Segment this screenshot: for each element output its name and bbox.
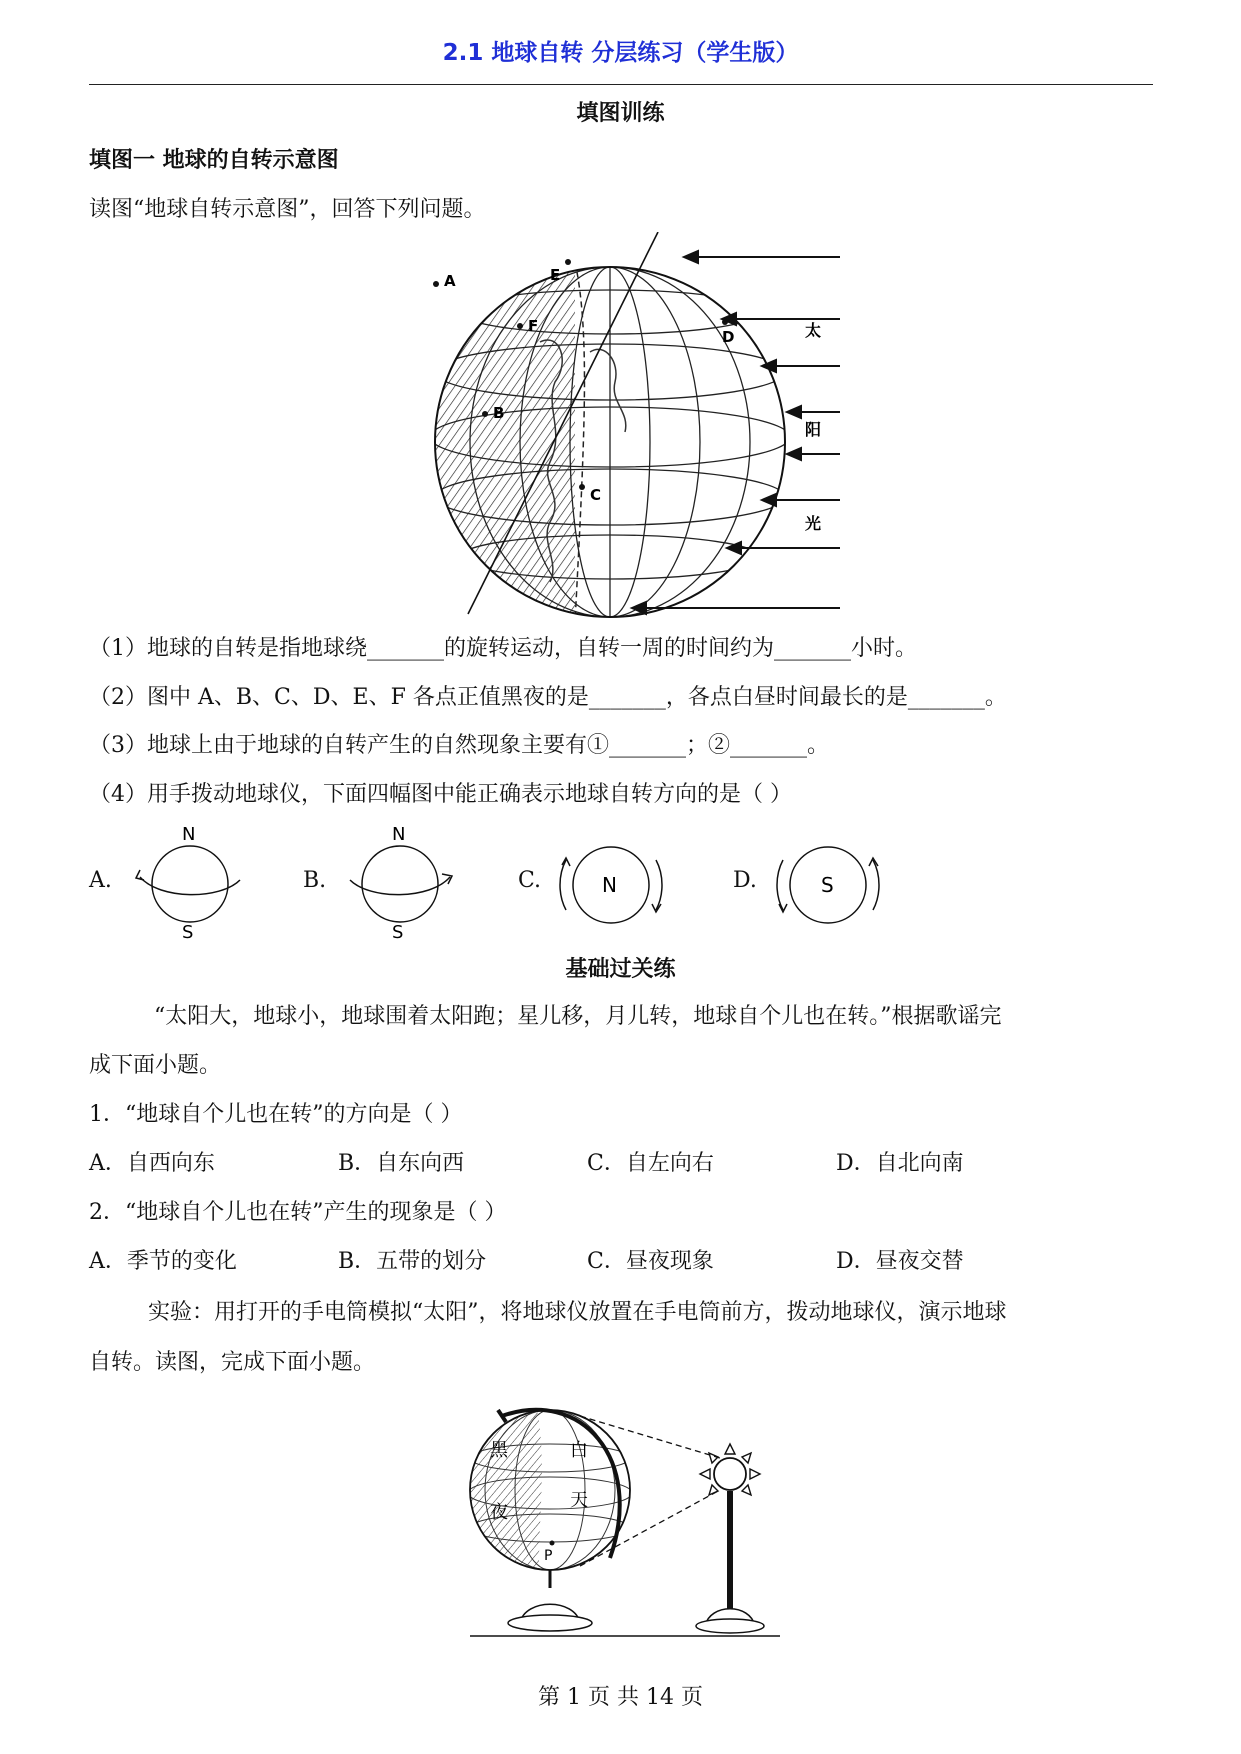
intro-text: 读图“地球自转示意图”，回答下列问题。	[89, 197, 486, 222]
point-label-d: D	[722, 328, 735, 346]
section-heading-basics: 基础过关练	[565, 957, 676, 982]
document-title: 2.1 地球自转 分层练习（学生版）	[442, 40, 799, 66]
option-b-north-label: N	[392, 824, 406, 845]
option-d-figure	[773, 840, 883, 930]
point-label-e: E	[550, 266, 561, 284]
experiment-line-1: 实验：用打开的手电筒模拟“太阳”，将地球仪放置在手电筒前方，拨动地球仪，演示地球	[148, 1300, 1007, 1325]
q2-stem: 2．“地球自个儿也在转”产生的现象是（ ）	[89, 1200, 507, 1225]
q2-choice-d: D．昼夜交替	[836, 1249, 964, 1274]
q1-choice-c: C．自左向右	[587, 1151, 714, 1176]
passage-line-1: “太阳大，地球小，地球围着太阳跑；星儿移，月儿转，地球自个儿也在转。”根据歌谣完	[154, 1004, 1002, 1029]
option-a-north-label: N	[182, 824, 196, 845]
option-c-letter: C.	[518, 868, 542, 893]
subheading-rotation-diagram: 填图一 地球的自转示意图	[89, 148, 339, 173]
label-day-1: 白	[570, 1440, 588, 1461]
point-label-c: C	[590, 486, 602, 504]
q1-choice-b: B．自东向西	[338, 1151, 465, 1176]
question-3: （3）地球上由于地球的自转产生的自然现象主要有①_______；②_______。	[89, 733, 829, 758]
label-day-2: 天	[570, 1490, 588, 1511]
label-night-2: 夜	[490, 1502, 508, 1523]
option-c-center-label: N	[602, 873, 617, 897]
header-divider	[89, 84, 1153, 85]
option-a-letter: A.	[89, 868, 112, 893]
option-d-center-label: S	[821, 873, 834, 897]
sunlight-label-tai: 太	[805, 321, 822, 340]
page-footer: 第 1 页 共 14 页	[538, 1685, 703, 1710]
question-2: （2）图中 A、B、C、D、E、F 各点正值黑夜的是_______，各点白昼时间最长的是_______。	[89, 685, 1007, 710]
point-label-f: F	[528, 317, 539, 335]
option-b-letter: B.	[303, 868, 327, 893]
label-night-1: 黑	[490, 1440, 508, 1461]
passage-line-2: 成下面小题。	[89, 1053, 222, 1078]
option-b-south-label: S	[392, 922, 404, 942]
q2-choice-b: B．五带的划分	[338, 1249, 487, 1274]
night-side-hatching	[400, 232, 575, 624]
label-point-p: P	[544, 1548, 553, 1564]
q1-choice-d: D．自北向南	[836, 1151, 964, 1176]
question-4: （4）用手拨动地球仪，下面四幅图中能正确表示地球自转方向的是（ ）	[89, 782, 792, 807]
q1-stem: 1．“地球自个儿也在转”的方向是（ ）	[89, 1102, 463, 1127]
option-a-figure	[130, 822, 250, 942]
option-d-letter: D.	[733, 868, 757, 893]
section-heading-fill-map: 填图训练	[576, 101, 665, 126]
question-1: （1）地球的自转是指地球绕_______的旋转运动，自转一周的时间约为_______小时。	[89, 636, 917, 661]
point-label-b: B	[493, 404, 505, 422]
option-c-figure	[556, 840, 666, 930]
experiment-line-2: 自转。读图，完成下面小题。	[89, 1350, 376, 1375]
earth-rotation-figure	[400, 232, 860, 624]
point-label-a: A	[444, 272, 456, 290]
option-a-south-label: S	[182, 922, 194, 942]
q2-choice-c: C．昼夜现象	[587, 1249, 714, 1274]
q1-choice-a: A．自西向东	[89, 1151, 215, 1176]
sunlight-label-yang: 阳	[805, 420, 822, 439]
sunlight-label-guang: 光	[805, 514, 822, 533]
option-b-figure	[340, 822, 460, 942]
q2-choice-a: A．季节的变化	[89, 1249, 237, 1274]
globe-flashlight-figure	[440, 1398, 790, 1638]
